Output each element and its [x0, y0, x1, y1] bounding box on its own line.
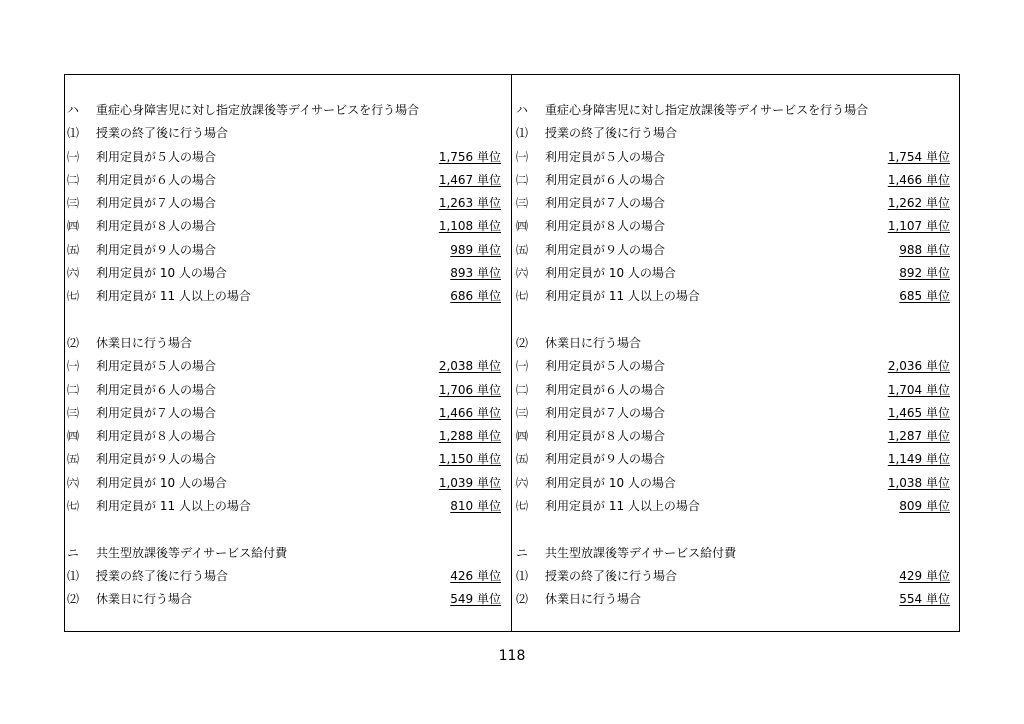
item-label: 休業日に行う場合	[545, 592, 642, 607]
item-mark: ㈣	[67, 429, 80, 444]
item-mark: ㈦	[516, 289, 529, 304]
item-mark: ⑵	[516, 592, 529, 607]
item-label: 利用定員が 10 人の場合	[545, 475, 676, 490]
item-value: 426 単位	[450, 568, 501, 583]
item-label: 利用定員が９人の場合	[96, 242, 217, 257]
item-value: 1,466 単位	[887, 172, 950, 187]
item-label: 利用定員が 10 人の場合	[96, 475, 227, 490]
section-title: 共生型放課後等デイサービス給付費	[96, 545, 288, 560]
spacer	[67, 518, 505, 541]
list-item	[516, 215, 954, 238]
subsection-heading	[67, 332, 505, 355]
item-value: 554 単位	[899, 592, 950, 607]
item-value: 989 単位	[450, 242, 501, 257]
item-label: 利用定員が９人の場合	[96, 452, 217, 467]
item-value: 1,107 単位	[887, 219, 950, 234]
list-item	[516, 192, 954, 215]
item-mark: ㈦	[67, 289, 80, 304]
item-label: 授業の終了後に行う場合	[96, 568, 229, 583]
item-label: 利用定員が６人の場合	[96, 382, 217, 397]
item-mark: ㈤	[67, 452, 80, 467]
list-item	[67, 285, 505, 308]
section-heading	[67, 542, 505, 565]
item-mark: ㈢	[516, 196, 529, 211]
list-item	[516, 565, 954, 588]
section-mark: ハ	[67, 103, 80, 117]
item-value: 1,706 単位	[438, 382, 501, 397]
list-item	[516, 588, 954, 611]
section-title: 重症心身障害児に対し指定放課後等デイサービスを行う場合	[545, 103, 869, 117]
item-mark: ㈢	[67, 196, 80, 211]
item-mark: ㈠	[516, 149, 529, 164]
item-mark: ㈠	[67, 149, 80, 164]
item-value: 892 単位	[899, 266, 950, 281]
item-value: 549 単位	[450, 592, 501, 607]
item-label: 利用定員が 10 人の場合	[545, 266, 676, 281]
subsection-title: 授業の終了後に行う場合	[96, 126, 229, 141]
item-label: 利用定員が 11 人以上の場合	[96, 499, 251, 514]
subsection-title: 休業日に行う場合	[545, 335, 642, 350]
section-heading	[67, 99, 505, 122]
item-label: 利用定員が 11 人以上の場合	[545, 499, 700, 514]
item-value: 1,754 単位	[887, 149, 950, 164]
item-mark: ㈣	[516, 219, 529, 234]
item-mark: ㈤	[516, 242, 529, 257]
item-label: 利用定員が 11 人以上の場合	[96, 289, 251, 304]
item-value: 1,108 単位	[438, 219, 501, 234]
list-item	[516, 379, 954, 402]
list-item	[516, 355, 954, 378]
item-mark: ㈠	[67, 359, 80, 374]
list-item	[516, 495, 954, 518]
item-label: 利用定員が７人の場合	[96, 196, 217, 211]
list-item	[516, 262, 954, 285]
item-mark: ⑵	[67, 592, 80, 607]
item-label: 利用定員が８人の場合	[96, 219, 217, 234]
item-label: 利用定員が５人の場合	[96, 359, 217, 374]
item-value: 1,262 単位	[887, 196, 950, 211]
item-value: 429 単位	[899, 568, 950, 583]
item-label: 利用定員が７人の場合	[96, 405, 217, 420]
item-value: 1,287 単位	[887, 429, 950, 444]
spacer	[516, 518, 954, 541]
item-value: 1,465 単位	[887, 405, 950, 420]
item-value: 1,149 単位	[887, 452, 950, 467]
section-title: 重症心身障害児に対し指定放課後等デイサービスを行う場合	[96, 103, 420, 117]
item-value: 988 単位	[899, 242, 950, 257]
subsection-heading	[516, 122, 954, 145]
item-value: 1,038 単位	[887, 475, 950, 490]
item-value: 1,704 単位	[887, 382, 950, 397]
item-mark: ㈥	[516, 475, 529, 490]
list-item	[67, 425, 505, 448]
section-heading	[516, 99, 954, 122]
spacer	[516, 309, 954, 332]
item-mark: ㈡	[516, 382, 529, 397]
list-item	[67, 215, 505, 238]
list-item	[67, 495, 505, 518]
item-label: 利用定員が７人の場合	[545, 405, 666, 420]
item-mark: ⑴	[67, 568, 80, 583]
section-title: 共生型放課後等デイサービス給付費	[545, 545, 737, 560]
item-value: 686 単位	[450, 289, 501, 304]
page-number: 118	[498, 648, 526, 664]
list-item	[67, 588, 505, 611]
list-item	[67, 472, 505, 495]
left-column	[67, 99, 505, 612]
item-value: 809 単位	[899, 499, 950, 514]
item-value: 1,756 単位	[438, 149, 501, 164]
item-label: 利用定員が６人の場合	[96, 172, 217, 187]
item-mark: ㈣	[516, 429, 529, 444]
item-value: 893 単位	[450, 266, 501, 281]
item-label: 利用定員が５人の場合	[545, 359, 666, 374]
list-item	[67, 355, 505, 378]
list-item	[67, 565, 505, 588]
item-label: 利用定員が６人の場合	[545, 172, 666, 187]
item-value: 1,288 単位	[438, 429, 501, 444]
item-label: 利用定員が 11 人以上の場合	[545, 289, 700, 304]
item-mark: ㈥	[516, 266, 529, 281]
section-mark: ニ	[516, 545, 529, 560]
item-mark: ㈦	[516, 499, 529, 514]
right-column	[516, 99, 954, 612]
item-mark: ㈥	[67, 475, 80, 490]
list-item	[516, 146, 954, 169]
item-mark: ㈡	[67, 172, 80, 187]
section-mark: ニ	[67, 545, 80, 560]
subsection-mark: ⑴	[516, 126, 529, 141]
item-value: 2,036 単位	[887, 359, 950, 374]
list-item	[67, 262, 505, 285]
item-value: 1,263 単位	[438, 196, 501, 211]
list-item	[67, 169, 505, 192]
item-label: 利用定員が５人の場合	[96, 149, 217, 164]
item-value: 1,467 単位	[438, 172, 501, 187]
item-label: 利用定員が８人の場合	[545, 429, 666, 444]
item-mark: ㈤	[516, 452, 529, 467]
list-item	[67, 379, 505, 402]
item-label: 休業日に行う場合	[96, 592, 193, 607]
list-item	[67, 448, 505, 471]
item-value: 685 単位	[899, 289, 950, 304]
subsection-heading	[67, 122, 505, 145]
list-item	[516, 169, 954, 192]
spacer	[67, 309, 505, 332]
item-value: 810 単位	[450, 499, 501, 514]
section-mark: ハ	[516, 103, 529, 117]
subsection-heading	[516, 332, 954, 355]
section-heading	[516, 542, 954, 565]
list-item	[67, 239, 505, 262]
subsection-mark: ⑴	[67, 126, 80, 141]
item-mark: ㈡	[516, 172, 529, 187]
list-item	[516, 285, 954, 308]
item-value: 1,039 単位	[438, 475, 501, 490]
list-item	[516, 425, 954, 448]
item-mark: ㈢	[67, 405, 80, 420]
subsection-mark: ⑵	[516, 335, 529, 350]
column-divider	[511, 74, 512, 632]
list-item	[67, 402, 505, 425]
item-label: 利用定員が７人の場合	[545, 196, 666, 211]
subsection-mark: ⑵	[67, 335, 80, 350]
item-label: 利用定員が５人の場合	[545, 149, 666, 164]
item-value: 1,466 単位	[438, 405, 501, 420]
item-mark: ⑴	[516, 568, 529, 583]
item-label: 利用定員が９人の場合	[545, 242, 666, 257]
item-label: 利用定員が８人の場合	[96, 429, 217, 444]
item-mark: ㈢	[516, 405, 529, 420]
item-label: 利用定員が８人の場合	[545, 219, 666, 234]
list-item	[516, 239, 954, 262]
list-item	[516, 402, 954, 425]
list-item	[67, 146, 505, 169]
list-item	[516, 448, 954, 471]
item-mark: ㈤	[67, 242, 80, 257]
item-mark: ㈥	[67, 266, 80, 281]
item-label: 利用定員が 10 人の場合	[96, 266, 227, 281]
item-mark: ㈦	[67, 499, 80, 514]
item-value: 2,038 単位	[438, 359, 501, 374]
item-label: 利用定員が６人の場合	[545, 382, 666, 397]
list-item	[516, 472, 954, 495]
item-mark: ㈣	[67, 219, 80, 234]
item-label: 授業の終了後に行う場合	[545, 568, 678, 583]
subsection-title: 休業日に行う場合	[96, 335, 193, 350]
item-value: 1,150 単位	[438, 452, 501, 467]
item-mark: ㈠	[516, 359, 529, 374]
list-item	[67, 192, 505, 215]
subsection-title: 授業の終了後に行う場合	[545, 126, 678, 141]
item-mark: ㈡	[67, 382, 80, 397]
item-label: 利用定員が９人の場合	[545, 452, 666, 467]
